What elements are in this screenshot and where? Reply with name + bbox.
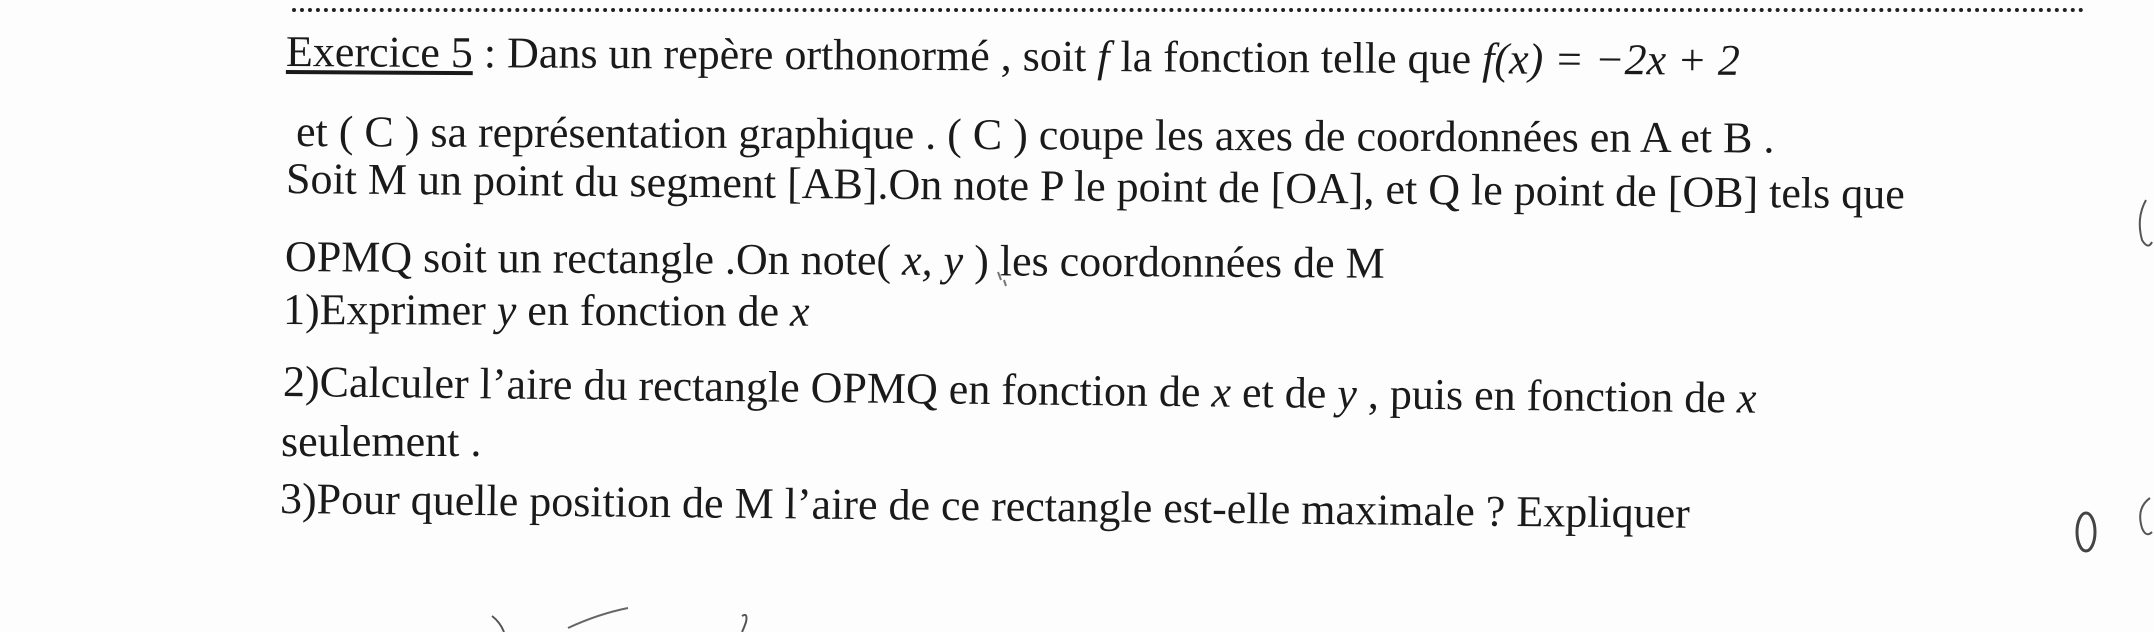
question-3: 3)Pour quelle position de M l’aire de ce rectangle est-elle maximale ? Expliquer (279, 474, 1691, 538)
q2-text-b: et de (1230, 367, 1338, 418)
exercise-line-3: Soit M un point du segment [AB].On note P le point de [OA], et Q le point de [OB] tels que (285, 154, 1905, 219)
math-f: f (1097, 31, 1110, 82)
question-1 (282, 285, 810, 336)
exercise-line-1 (285, 27, 1740, 85)
math-x: x (789, 286, 810, 336)
exercise-title: Exercice 5 (285, 27, 474, 78)
line-4-text-a: OPMQ soit un rectangle .On note( (284, 232, 903, 285)
q1-text-b: en fonction de (516, 285, 791, 336)
dotted-separator (292, 8, 2085, 12)
pen-mark-bottom-right (2140, 498, 2152, 534)
pen-mark-circle (2077, 513, 2095, 551)
math-coordinates: x, y (901, 235, 964, 286)
q2-text-c: , puis en fonction de (1356, 369, 1738, 423)
math-y: y (1337, 368, 1358, 419)
line-4-text-b: ) les coordonnées de M (963, 236, 1385, 288)
line-1-text-b: la fonction telle que (1109, 32, 1483, 84)
math-y: y (496, 285, 517, 335)
pen-mark-bottom-left (492, 616, 504, 632)
pen-mark-right-edge (2140, 200, 2152, 246)
exercise-line-2: et ( C ) sa représentation graphique . ( C ) coupe les axes de coordonnées en A et B . (295, 107, 1775, 163)
pen-mark-hook (742, 615, 747, 632)
q1-text-a: 1)Exprimer (282, 285, 497, 335)
question-2 (282, 357, 1757, 423)
q2-text-a: 2)Calculer l’aire du rectangle OPMQ en fonction de (282, 357, 1212, 417)
pen-mark-bottom-stroke (568, 608, 628, 628)
exercise-line-4 (284, 232, 1385, 288)
line-1-text-a: : Dans un repère orthonormé , soit (472, 28, 1098, 81)
math-function-definition: f(x) = −2x + 2 (1482, 34, 1740, 85)
question-2-continued: seulement . (281, 417, 482, 466)
math-x: x (1736, 373, 1757, 423)
math-x: x (1211, 367, 1232, 417)
